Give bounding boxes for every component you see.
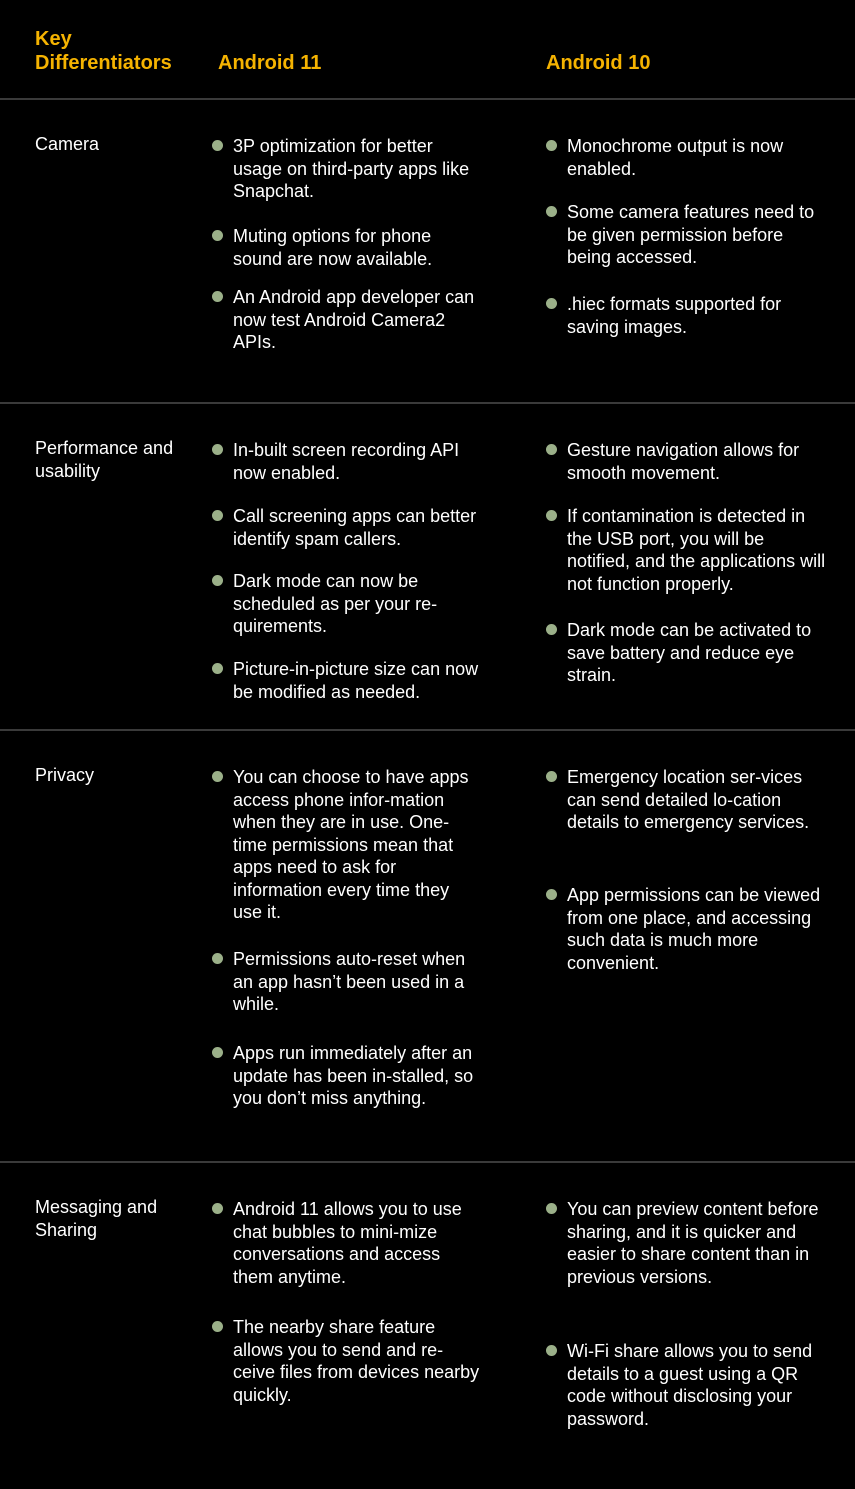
bullet-dot-icon <box>212 771 223 782</box>
list-item: Wi-Fi share allows you to send details to a guest using a QR code without disclosing your password. <box>567 1341 813 1429</box>
bullet-dot-icon <box>546 771 557 782</box>
row-label-camera: Camera <box>35 134 100 154</box>
bullet-dot-icon <box>546 624 557 635</box>
divider <box>0 729 855 731</box>
row-label-performance: Performance and usability <box>35 438 174 481</box>
list-item: Dark mode can now be scheduled as per your re-quirements. <box>233 571 438 636</box>
header-key-differentiators: Key Differentiators <box>35 28 172 74</box>
bullet-dot-icon <box>212 510 223 521</box>
row-label-privacy: Privacy <box>35 765 95 785</box>
list-item: If contamination is detected in the USB port, you will be notified, and the applications will not function properly. <box>567 506 826 594</box>
bullet-dot-icon <box>212 1203 223 1214</box>
bullet-dot-icon <box>212 444 223 455</box>
bullet-dot-icon <box>546 510 557 521</box>
list-item: Call screening apps can better identify spam callers. <box>233 506 477 549</box>
bullet-dot-icon <box>212 663 223 674</box>
row-label-messaging: Messaging and Sharing <box>35 1197 158 1240</box>
bullet-dot-icon <box>546 1345 557 1356</box>
list-item: .hiec formats supported for saving images. <box>567 294 782 337</box>
list-item: You can preview content before sharing, and it is quicker and easier to share content than in previous versions. <box>567 1199 819 1287</box>
list-item: Monochrome output is now enabled. <box>567 136 784 179</box>
list-item: You can choose to have apps access phone infor-mation when they are in use. One-time permissions mean that apps need to ask for information every time they use it. <box>233 767 469 922</box>
bullet-dot-icon <box>546 1203 557 1214</box>
bullet-dot-icon <box>546 298 557 309</box>
bullet-dot-icon <box>212 230 223 241</box>
header-android-11: Android 11 <box>218 52 322 74</box>
list-item: 3P optimization for better usage on third-party apps like Snapchat. <box>233 136 470 201</box>
bullet-dot-icon <box>546 889 557 900</box>
divider <box>0 98 855 100</box>
list-item: Apps run immediately after an update has been in-stalled, so you don’t miss anything. <box>233 1043 474 1108</box>
bullet-dot-icon <box>212 953 223 964</box>
bullet-dot-icon <box>546 206 557 217</box>
list-item: The nearby share feature allows you to send and re-ceive files from devices nearby quickly. <box>233 1317 480 1405</box>
list-item: An Android app developer can now test Android Camera2 APIs. <box>233 287 475 352</box>
list-item: Dark mode can be activated to save battery and reduce eye strain. <box>567 620 812 685</box>
list-item: Permissions auto-reset when an app hasn’t been used in a while. <box>233 949 466 1014</box>
bullet-dot-icon <box>212 575 223 586</box>
bullet-dot-icon <box>212 140 223 151</box>
bullet-dot-icon <box>212 291 223 302</box>
bullet-dot-icon <box>546 444 557 455</box>
list-item: Android 11 allows you to use chat bubbles to mini-mize conversations and access them anytime. <box>233 1199 462 1287</box>
bullet-dot-icon <box>212 1321 223 1332</box>
list-item: Some camera features need to be given permission before being accessed. <box>567 202 815 267</box>
bullet-dot-icon <box>546 140 557 151</box>
list-item: Muting options for phone sound are now available. <box>233 226 433 269</box>
header-android-10: Android 10 <box>546 52 651 74</box>
divider <box>0 1161 855 1163</box>
list-item: Emergency location ser-vices can send detailed lo-cation details to emergency services. <box>567 767 810 832</box>
list-item: In-built screen recording API now enabled. <box>233 440 460 483</box>
list-item: App permissions can be viewed from one place, and accessing such data is much more convenient. <box>567 885 821 973</box>
list-item: Picture-in-picture size can now be modified as needed. <box>233 659 479 702</box>
list-item: Gesture navigation allows for smooth movement. <box>567 440 800 483</box>
divider <box>0 402 855 404</box>
bullet-dot-icon <box>212 1047 223 1058</box>
